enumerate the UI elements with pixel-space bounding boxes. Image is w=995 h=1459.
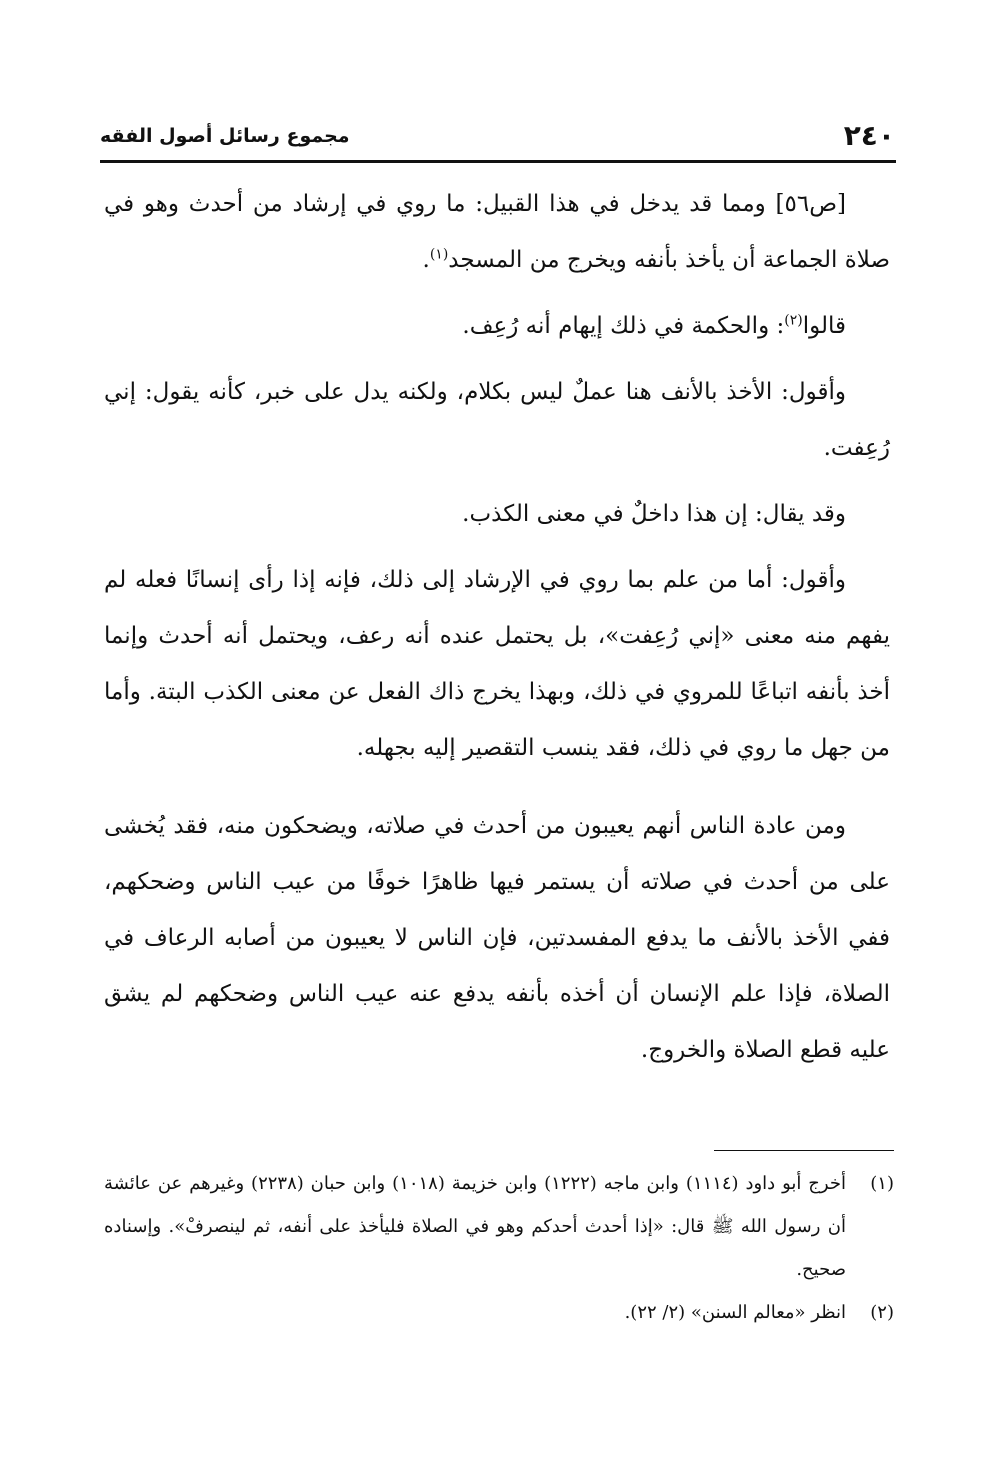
footnote-number-2: (٢) <box>870 1302 894 1323</box>
paragraph-4: وقد يقال: إن هذا داخلٌ في معنى الكذب. <box>462 501 846 527</box>
footnote-ref-2[interactable]: (٢) <box>784 312 803 329</box>
footnote-text-2: انظر «معالم السنن» (٢/ ٢٢). <box>624 1302 846 1323</box>
header-rule <box>100 160 896 163</box>
paragraph-3: وأقول: الأخذ بالأنف هنا عملٌ ليس بكلام، ولكنه يدل على خبر، كأنه يقول: إني رُعِفت. <box>104 379 890 461</box>
main-text <box>104 176 890 1088</box>
running-title: مجموع رسائل أصول الفقه <box>100 125 350 147</box>
paragraph-1-end: . <box>422 247 430 273</box>
footnote-separator <box>714 1150 894 1151</box>
footnote-number-1: (١) <box>870 1173 894 1194</box>
page-number: ٢٤٠ <box>843 119 895 152</box>
paragraph-2 <box>104 298 890 354</box>
footnotes <box>104 1162 894 1334</box>
footnote-ref-1[interactable]: (١) <box>429 246 449 263</box>
page-header <box>100 116 895 156</box>
paragraph-6: ومن عادة الناس أنهم يعيبون من أحدث في صلاته، ويضحكون منه، فقد يُخشى على من أحدث في صلاته أن يستمر فيها ظاهرًا خوفًا من عيب الناس وضحكهم، ففي الأخذ بالأنف ما يدفع المفسدتين، فإن الناس لا يعيبون من أصابه الرعاف في الصلاة، فإذا علم الإنسان أن أخذه بأنفه يدفع عنه عيب الناس وضحكهم لم يشق عليه قطع الصلاة والخروج. <box>104 813 890 1063</box>
paragraph-2-text: : والحكمة في ذلك إيهام أنه رُعِف. <box>462 313 785 339</box>
paragraph-2-start: قالوا <box>802 313 846 339</box>
footnote-2 <box>104 1291 894 1334</box>
paragraph-5: وأقول: أما من علم بما روي في الإرشاد إلى ذلك، فإنه إذا رأى إنسانًا فعله لم يفهم منه معنى «إني رُعِفت»، بل يحتمل عنده أنه رعف، ويحتمل أنه أحدث وإنما أخذ بأنفه اتباعًا للمروي في ذلك، وبهذا يخرج ذاك الفعل عن معنى الكذب البتة. وأما من جهل ما روي في ذلك، فقد ينسب التقصير إليه بجهله. <box>104 567 890 761</box>
paragraph-1-text: [ص٥٦] ومما قد يدخل في هذا القبيل: ما روي في إرشاد من أحدث وهو في صلاة الجماعة أن يأخذ بأنفه ويخرج من المسجد <box>104 191 890 273</box>
footnote-text-1: أخرج أبو داود (١١١٤) وابن ماجه (١٢٢٢) وابن خزيمة (١٠١٨) وابن حبان (٢٢٣٨) وغيرهم عن عائشة أن رسول الله ﷺ قال: «إذا أحدث أحدكم وهو في الصلاة فليأخذ على أنفه، ثم لينصرفْ». وإسناده صحيح. <box>104 1173 846 1280</box>
footnote-1 <box>104 1162 894 1291</box>
paragraph-1 <box>104 176 890 288</box>
